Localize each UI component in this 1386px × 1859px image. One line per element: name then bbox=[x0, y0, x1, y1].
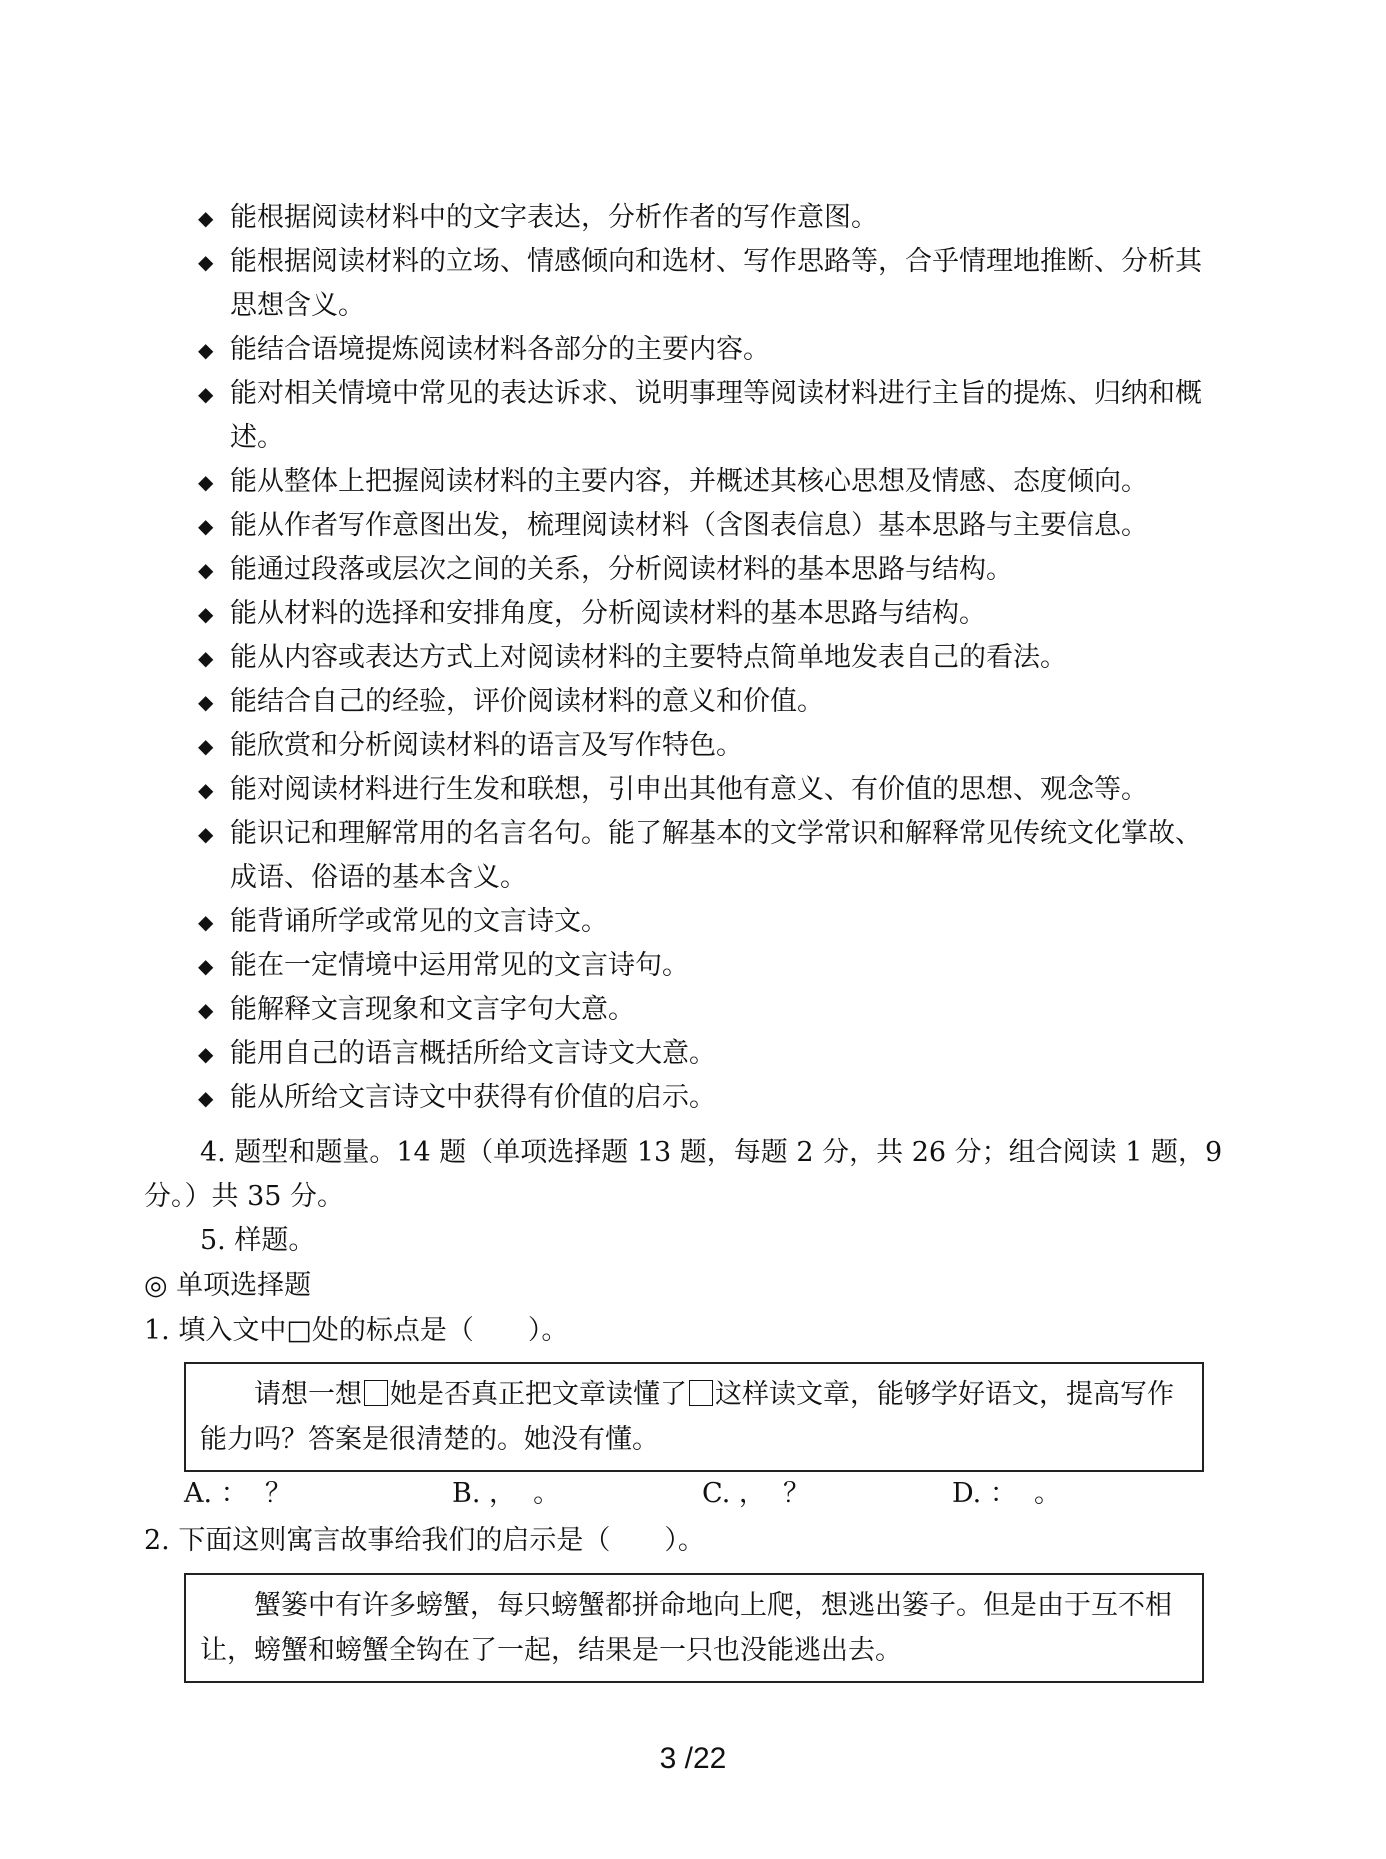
diamond-bullet-icon: ◆ bbox=[198, 470, 214, 494]
option-b[interactable]: B. ， 。 bbox=[452, 1478, 561, 1509]
diamond-bullet-icon: ◆ bbox=[198, 910, 214, 934]
bullet-item: ◆ 能从内容或表达方式上对阅读材料的主要特点简单地发表自己的看法。 bbox=[198, 636, 1218, 680]
diamond-bullet-icon: ◆ bbox=[198, 778, 214, 802]
bullet-item: ◆ 能解释文言现象和文言字句大意。 bbox=[198, 988, 1218, 1032]
diamond-bullet-icon: ◆ bbox=[198, 646, 214, 670]
diamond-bullet-icon: ◆ bbox=[198, 514, 214, 538]
section4-line2: 分。）共 35 分。 bbox=[144, 1181, 345, 1212]
diamond-bullet-icon: ◆ bbox=[198, 1042, 214, 1066]
diamond-bullet-icon: ◆ bbox=[198, 382, 214, 406]
bullet-item: ◆ 能背诵所学或常见的文言诗文。 bbox=[198, 900, 1218, 944]
question2-passage: 蟹篓中有许多螃蟹，每只螃蟹都拼命地向上爬，想逃出篓子。但是由于互不相让，螃蟹和螃蟹全钩在了一起，结果是一只也没能逃出去。 bbox=[200, 1590, 1172, 1666]
section5-heading: 5. 样题。 bbox=[200, 1225, 316, 1256]
bullet-item: ◆ 能对相关情境中常见的表达诉求、说明事理等阅读材料进行主旨的提炼、归纳和概述。 bbox=[198, 372, 1218, 460]
question1-passage-box bbox=[184, 1362, 1204, 1472]
question2-passage-box bbox=[184, 1573, 1204, 1683]
bullet-item: ◆ 能从材料的选择和安排角度，分析阅读材料的基本思路与结构。 bbox=[198, 592, 1218, 636]
diamond-bullet-icon: ◆ bbox=[198, 250, 214, 274]
question2-stem: 2. 下面这则寓言故事给我们的启示是（ ）。 bbox=[144, 1525, 705, 1556]
diamond-bullet-icon: ◆ bbox=[198, 1086, 214, 1110]
option-a[interactable]: A. ： ？ bbox=[184, 1478, 292, 1509]
blank-square-icon bbox=[689, 1380, 713, 1406]
bullet-item: ◆ 能从整体上把握阅读材料的主要内容，并概述其核心思想及情感、态度倾向。 bbox=[198, 460, 1218, 504]
bullet-item: ◆ 能通过段落或层次之间的关系，分析阅读材料的基本思路与结构。 bbox=[198, 548, 1218, 592]
bullet-list bbox=[198, 196, 1218, 1120]
bullet-item: ◆ 能根据阅读材料中的文字表达，分析作者的写作意图。 bbox=[198, 196, 1218, 240]
diamond-bullet-icon: ◆ bbox=[198, 206, 214, 230]
single-choice-heading: ◎ 单项选择题 bbox=[144, 1270, 312, 1301]
option-c[interactable]: C. ， ？ bbox=[702, 1478, 811, 1509]
blank-square-icon bbox=[364, 1380, 388, 1406]
bullet-item: ◆ 能对阅读材料进行生发和联想，引申出其他有意义、有价值的思想、观念等。 bbox=[198, 768, 1218, 812]
option-d[interactable]: D. ： 。 bbox=[952, 1478, 1062, 1509]
section4-line1: 4. 题型和题量。14 题（单项选择题 13 题，每题 2 分，共 26 分；组合阅读 1 题，9 bbox=[200, 1137, 1223, 1168]
diamond-bullet-icon: ◆ bbox=[198, 954, 214, 978]
bullet-item: ◆ 能在一定情境中运用常见的文言诗句。 bbox=[198, 944, 1218, 988]
bullet-item: ◆ 能用自己的语言概括所给文言诗文大意。 bbox=[198, 1032, 1218, 1076]
diamond-bullet-icon: ◆ bbox=[198, 690, 214, 714]
bullet-item: ◆ 能识记和理解常用的名言名句。能了解基本的文学常识和解释常见传统文化掌故、成语、俗语的基本含义。 bbox=[198, 812, 1218, 900]
question1-passage: 请想一想 她是否真正把文章读懂了 这样读文章，能够学好语文，提高写作能力吗？答案是很清楚的。她没有懂。 bbox=[200, 1379, 1174, 1455]
diamond-bullet-icon: ◆ bbox=[198, 602, 214, 626]
bullet-item: ◆ 能结合语境提炼阅读材料各部分的主要内容。 bbox=[198, 328, 1218, 372]
question1-stem: 1. 填入文中□处的标点是（ ）。 bbox=[144, 1315, 569, 1346]
page-number: 3 /22 bbox=[659, 1742, 727, 1775]
diamond-bullet-icon: ◆ bbox=[198, 338, 214, 362]
bullet-item: ◆ 能结合自己的经验，评价阅读材料的意义和价值。 bbox=[198, 680, 1218, 724]
bullet-item: ◆ 能根据阅读材料的立场、情感倾向和选材、写作思路等，合乎情理地推断、分析其思想含义。 bbox=[198, 240, 1218, 328]
bullet-item: ◆ 能欣赏和分析阅读材料的语言及写作特色。 bbox=[198, 724, 1218, 768]
diamond-bullet-icon: ◆ bbox=[198, 734, 214, 758]
diamond-bullet-icon: ◆ bbox=[198, 822, 214, 846]
bullet-item: ◆ 能从作者写作意图出发，梳理阅读材料（含图表信息）基本思路与主要信息。 bbox=[198, 504, 1218, 548]
bullet-item: ◆ 能从所给文言诗文中获得有价值的启示。 bbox=[198, 1076, 1218, 1120]
diamond-bullet-icon: ◆ bbox=[198, 998, 214, 1022]
diamond-bullet-icon: ◆ bbox=[198, 558, 214, 582]
